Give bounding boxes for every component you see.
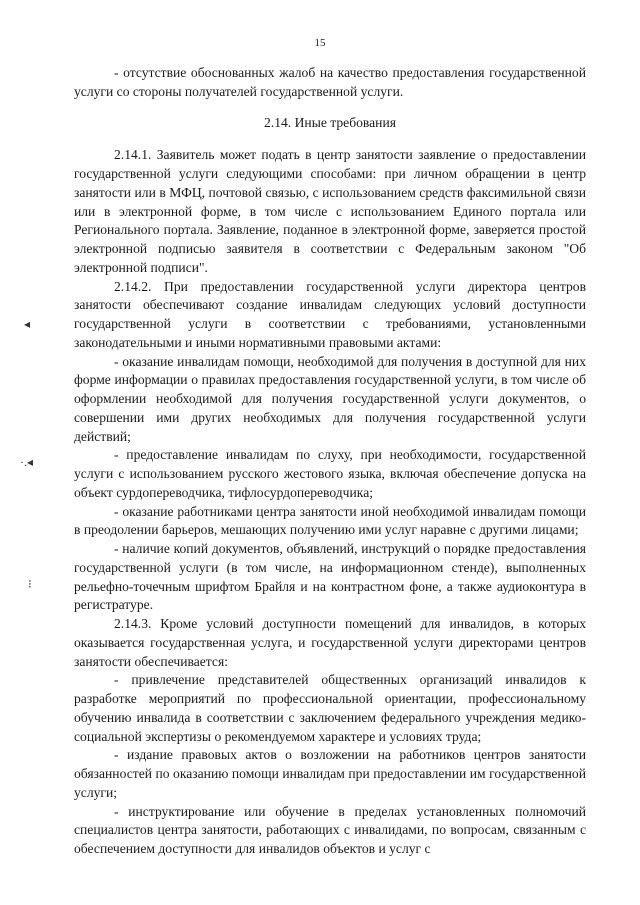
section-heading: 2.14. Иные требования <box>264 114 396 130</box>
paragraph: - оказание инвалидам помощи, необходимой для получения в доступной для них форме информации о правилах предоставления государственной услуги, в том числе об оформлении необходимой для получения государственной услуги документов, о совершении ими других необходимых для получения государственной услуги действий; <box>74 353 586 444</box>
paragraph: - инструктирование или обучение в пределах установленных полномочий специалистов центра занятости, работающих с инвалидами, по вопросам, связанным с обеспечением доступности для инвалидов объектов и услуг с <box>74 803 586 856</box>
paragraph: - наличие копий документов, объявлений, инструкций о порядке предоставления государственной услуги (в том числе, на информационном стенде), выполненных рельефно-точечным шрифтом Брайля и на контрастном фоне, а также аудиоконтура в регистратуре. <box>74 541 586 613</box>
margin-mark: ·.◂ <box>20 455 34 469</box>
paragraph: - отсутствие обоснованных жалоб на качество предоставления государственной услуги со стороны получателей государственной услуги. <box>74 65 586 99</box>
document-body <box>74 64 586 859</box>
paragraph: - предоставление инвалидам по слуху, при необходимости, государственной услуги с использованием русского жестового языка, включая обеспечение допуска на объект сурдопереводчика, тифлосурдопереводчика; <box>74 447 586 500</box>
page-number: 15 <box>314 37 326 49</box>
margin-mark: ◂ <box>24 317 31 331</box>
paragraph: - привлечение представителей общественных организаций инвалидов к разработке мероприятий по профессиональной ориентации, профессиональному обучению инвалида в соответствии с заключением федерального учреждения медико-социальной экспертизы о рекомендуемом характере и условиях труда; <box>74 672 586 744</box>
paragraph: - издание правовых актов о возложении на работников центров занятости обязанностей по оказанию помощи инвалидам при предоставлении им государственной услуги; <box>74 747 586 800</box>
paragraph: 2.14.1. Заявитель может подать в центр занятости заявление о предоставлении государственной услуги следующими способами: при личном обращении в центр занятости или в МФЦ, почтовой связью, с использованием средств факсимильной связи или в электронной форме, в том числе с использованием Единого портала или Регионального портала. Заявление, поданное в электронной форме, заверяется простой электронной подписью заявителя в соответствии с Федеральным законом "Об электронной подписи". <box>74 147 586 275</box>
paragraph: - оказание работниками центра занятости иной необходимой инвалидам помощи в преодолении барьеров, мешающих получению ими услуг наравне с другими лицами; <box>74 503 586 538</box>
paragraph: 2.14.2. При предоставлении государственной услуги директора центров занятости обеспечивают создание инвалидам следующих условий доступности государственной услуги в соответствии с требованиями, установленными законодательными и иными нормативными правовыми актами: <box>74 278 586 350</box>
paragraph: 2.14.3. Кроме условий доступности помещений для инвалидов, в которых оказывается государственная услуга, и государственной услуги директорами центров занятости обеспечивается: <box>74 616 586 669</box>
margin-mark: ⁝ <box>28 577 32 591</box>
